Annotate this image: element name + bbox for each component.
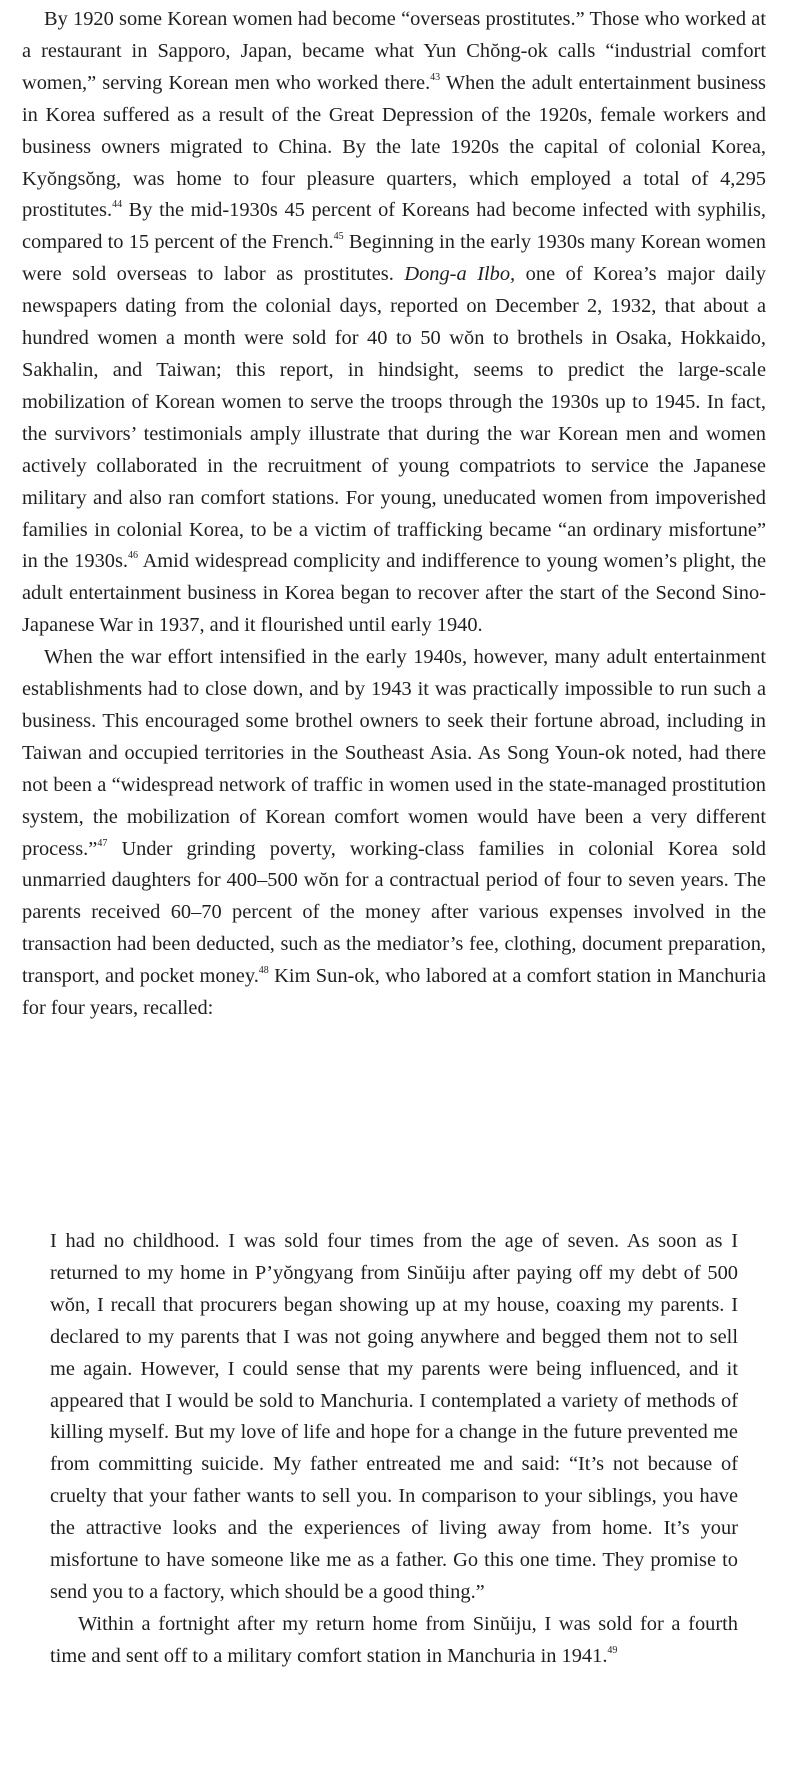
body-text	[22, 4, 766, 1025]
text-run: Kim Sun-ok, who labored at a comfort station in Manchuria for four years, recalled:	[22, 965, 766, 1020]
footnote-marker: 44	[112, 199, 123, 211]
text-run: Beginning in the early 1930s many Korean women were sold overseas to labor as prostitutes.	[22, 231, 766, 286]
footnote-marker: 47	[97, 837, 108, 849]
paragraph	[22, 642, 766, 1025]
footnote-marker: 45	[333, 231, 344, 243]
quote-paragraph	[50, 1226, 738, 1609]
text-run: By the mid-1930s 45 percent of Koreans had become infected with syphilis, compared to 15 percent of the French.	[22, 199, 766, 254]
text-run: Within a fortnight after my return home from Sinŭiju, I was sold for a fourth time and sent off to a military comfort station in Manchuria in 1941.	[50, 1612, 738, 1667]
footnote-marker: 43	[430, 71, 441, 83]
text-run: When the war effort intensified in the early 1940s, however, many adult entertainment establishments had to close down, and by 1943 it was practically impossible to run such a business. This encouraged some brothel owners to seek their fortune abroad, including in Taiwan and occupied territories in the Southeast Asia. As Song Youn-ok noted, had there not been a “widespread network of traffic in women used in the state-managed prostitution system, the mobilization of Korean comfort women would have been a very different process.”	[22, 646, 766, 860]
paragraph	[22, 4, 766, 642]
text-run: By 1920 some Korean women had become “overseas prostitutes.” Those who worked at a restaurant in Sapporo, Japan, became what Yun Chŏng-ok calls “industrial comfort women,” serving Korean men who worked there.	[22, 8, 766, 94]
text-run: Under grinding poverty, working-class families in colonial Korea sold unmarried daughters for 400–500 wŏn for a contractual period of four to seven years. The parents received 60–70 percent of the money after various expenses involved in the transaction had been deducted, such as the mediator’s fee, clothing, document preparation, transport, and pocket money.	[22, 837, 766, 988]
footnote-marker: 49	[607, 1644, 618, 1656]
block-quote	[50, 1226, 738, 1673]
text-run: When the adult entertainment business in Korea suffered as a result of the Great Depression of the 1920s, female workers and business owners migrated to China. By the late 1920s the capital of colonial Korea, Kyŏngsŏng, was home to four pleasure quarters, which employed a total of 4,295 prostitutes.	[22, 71, 766, 222]
text-run: Amid widespread complicity and indifference to young women’s plight, the adult entertainment business in Korea began to recover after the start of the Second Sino-Japanese War in 1937, and it flourished until early 1940.	[22, 550, 767, 637]
italic-title: Dong-a Ilbo,	[404, 263, 516, 286]
footnote-marker: 46	[128, 550, 138, 562]
text-run: one of Korea’s major daily newspapers dating from the colonial days, reported on December 2, 1932, that about a hundred women a month were sold for 40 to 50 wŏn to brothels in Osaka, Hokkaido, Sakhalin, and Taiwan; this report, in hindsight, seems to predict the large-scale mobilization of Korean women to serve the troops through the 1930s up to 1945. In fact, the survivors’ testimonials amply illustrate that during the war Korean men and women actively collaborated in the recruitment of young compatriots to service the Japanese military and also ran comfort stations. For young, uneducated women from impoverished families in colonial Korea, to be a victim of trafficking became “an ordinary misfortune” in the 1930s.	[22, 263, 766, 573]
text-run: I had no childhood. I was sold four times from the age of seven. As soon as I returned to my home in P’yŏngyang from Sinŭiju after paying off my debt of 500 wŏn, I recall that procurers began showing up at my house, coaxing my parents. I declared to my parents that I was not going anywhere and begged them not to sell me again. However, I could sense that my parents were being influenced, and it appeared that I would be sold to Manchuria. I contemplated a variety of methods of killing myself. But my love of life and hope for a change in the future prevented me from committing suicide. My father entreated me and said: “It’s not because of cruelty that your father wants to sell you. In comparison to your siblings, you have the attractive looks and the experiences of living away from home. It’s your misfortune to have someone like me as a father. Go this one time. They promise to send you to a factory, which should be a good thing.”	[50, 1230, 738, 1603]
quote-paragraph	[50, 1609, 738, 1673]
footnote-marker: 48	[258, 965, 269, 977]
